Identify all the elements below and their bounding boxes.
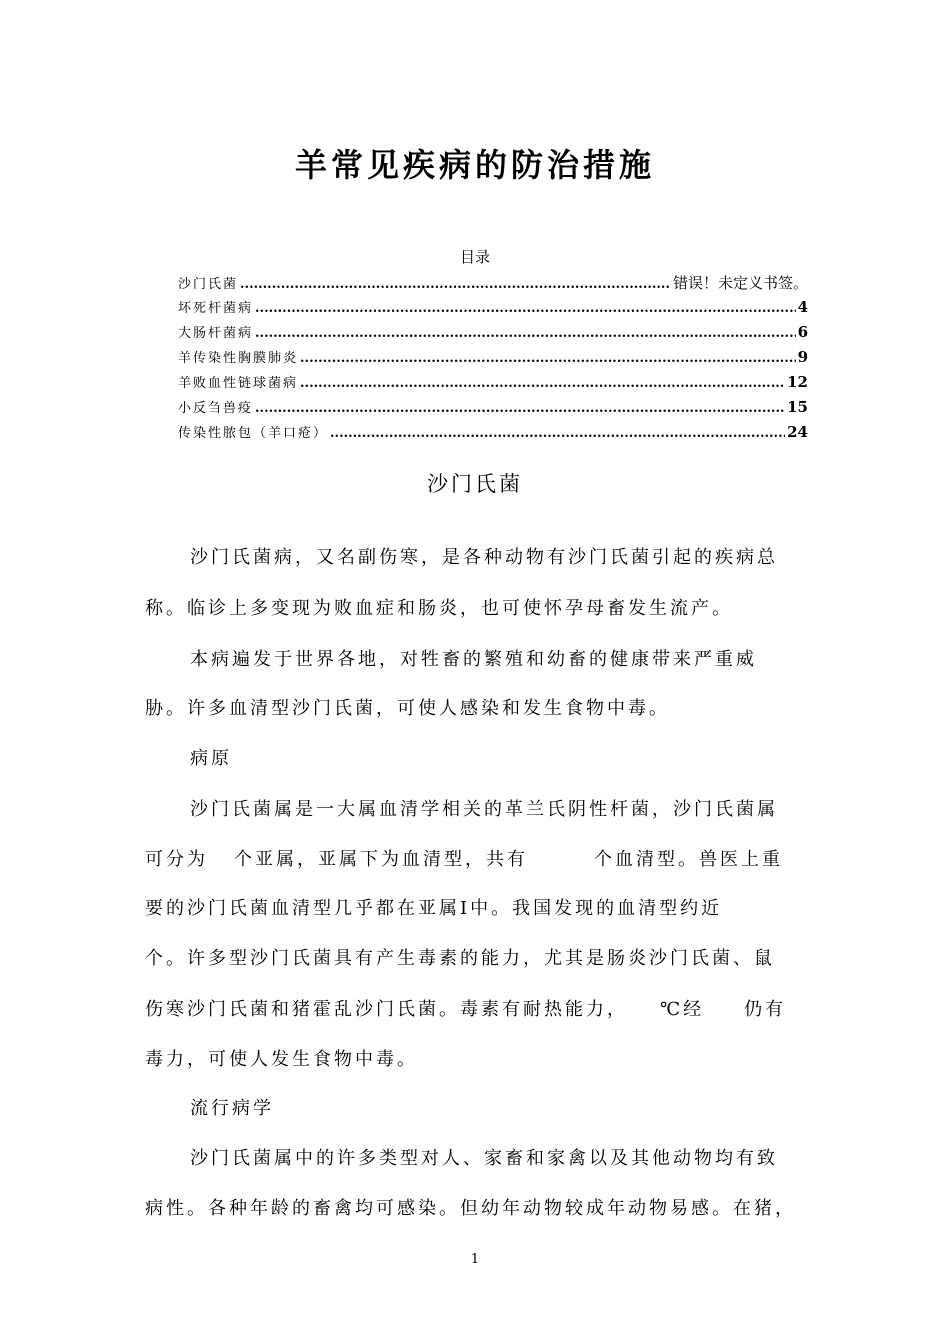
toc-leader-dots [300, 351, 796, 366]
document-title: 羊常见疾病的防治措施 [294, 146, 655, 184]
body-text-line: 病性。各种年龄的畜禽均可感染。但幼年动物较成年动物易感。在猪， [145, 1198, 796, 1219]
body-text-line: 毒力，可使人发生食物中毒。 [145, 1049, 418, 1070]
body-text-line: 个。许多型沙门氏菌具有产生毒素的能力，尤其是肠炎沙门氏菌、鼠 [145, 948, 775, 969]
body-text-line: 本病遍发于世界各地，对牲畜的繁殖和幼畜的健康带来严重威 [190, 649, 757, 670]
toc-leader-dots [255, 401, 785, 416]
toc-entry-page: 6 [797, 323, 808, 341]
toc-entry-label: 坏死杆菌病 [178, 301, 254, 316]
toc-entry-page: 24 [787, 423, 808, 441]
body-text-line: 称。临诊上多变现为败血症和肠炎，也可使怀孕母畜发生流产。 [145, 598, 733, 619]
subsection-heading: 病原 [190, 748, 232, 769]
toc-entry-label: 小反刍兽疫 [178, 401, 254, 416]
toc-entry[interactable] [178, 272, 808, 297]
body-text-fragment: 伤寒沙门氏菌和猪霍乱沙门氏菌。毒素有耐热能力， [145, 999, 628, 1020]
subsection-heading: 流行病学 [190, 1098, 274, 1119]
toc-entry-page: 错误！未定义书签。 [672, 274, 808, 292]
toc-entry[interactable] [178, 397, 808, 422]
section-heading: 沙门氏菌 [427, 472, 523, 496]
body-text-line: 胁。许多血清型沙门氏菌，可使人感染和发生食物中毒。 [145, 698, 670, 719]
toc-leader-dots [255, 301, 796, 316]
toc-entry-label: 传染性脓包（羊口疮） [178, 426, 329, 441]
body-text-line [145, 845, 783, 871]
toc-leader-dots [255, 326, 796, 341]
toc-entry-page: 4 [797, 298, 808, 316]
body-text-fragment: 可分为 [145, 849, 208, 870]
toc-leader-dots [240, 277, 671, 292]
toc-entry-page: 9 [797, 348, 808, 366]
toc-leader-dots [330, 426, 785, 441]
toc-entry[interactable] [178, 422, 808, 447]
toc-entry-page: 12 [787, 373, 808, 391]
toc-heading: 目录 [459, 248, 490, 266]
body-text-fragment: ℃经 [660, 999, 705, 1020]
body-text-line: 沙门氏菌属是一大属血清学相关的革兰氏阴性杆菌，沙门氏菌属 [190, 799, 778, 820]
body-text-line: 沙门氏菌病，又名副伤寒，是各种动物有沙门氏菌引起的疾病总 [190, 547, 778, 568]
table-of-contents [178, 272, 808, 447]
body-text-fragment: 个亚属，亚属下为血清型，共有 [234, 849, 528, 870]
toc-entry-page: 15 [787, 398, 808, 416]
toc-entry-label: 大肠杆菌病 [178, 326, 254, 341]
toc-entry[interactable] [178, 297, 808, 322]
toc-entry-label: 沙门氏菌 [178, 277, 239, 292]
body-text-fragment: 仍有 [744, 999, 787, 1020]
body-text-line [145, 995, 786, 1021]
toc-entry-label: 羊败血性链球菌病 [178, 376, 299, 391]
toc-entry[interactable] [178, 347, 808, 372]
toc-entry[interactable] [178, 372, 808, 397]
body-text-line: 要的沙门氏菌血清型几乎都在亚属Ⅰ中。我国发现的血清型约近 [145, 898, 723, 919]
body-text-line: 沙门氏菌属中的许多类型对人、家畜和家禽以及其他动物均有致 [190, 1148, 778, 1169]
toc-leader-dots [300, 376, 785, 391]
body-text-fragment: 个血清型。兽医上重 [594, 849, 783, 870]
toc-entry[interactable] [178, 322, 808, 347]
page-number: 1 [470, 1252, 480, 1267]
toc-entry-label: 羊传染性胸膜肺炎 [178, 351, 299, 366]
